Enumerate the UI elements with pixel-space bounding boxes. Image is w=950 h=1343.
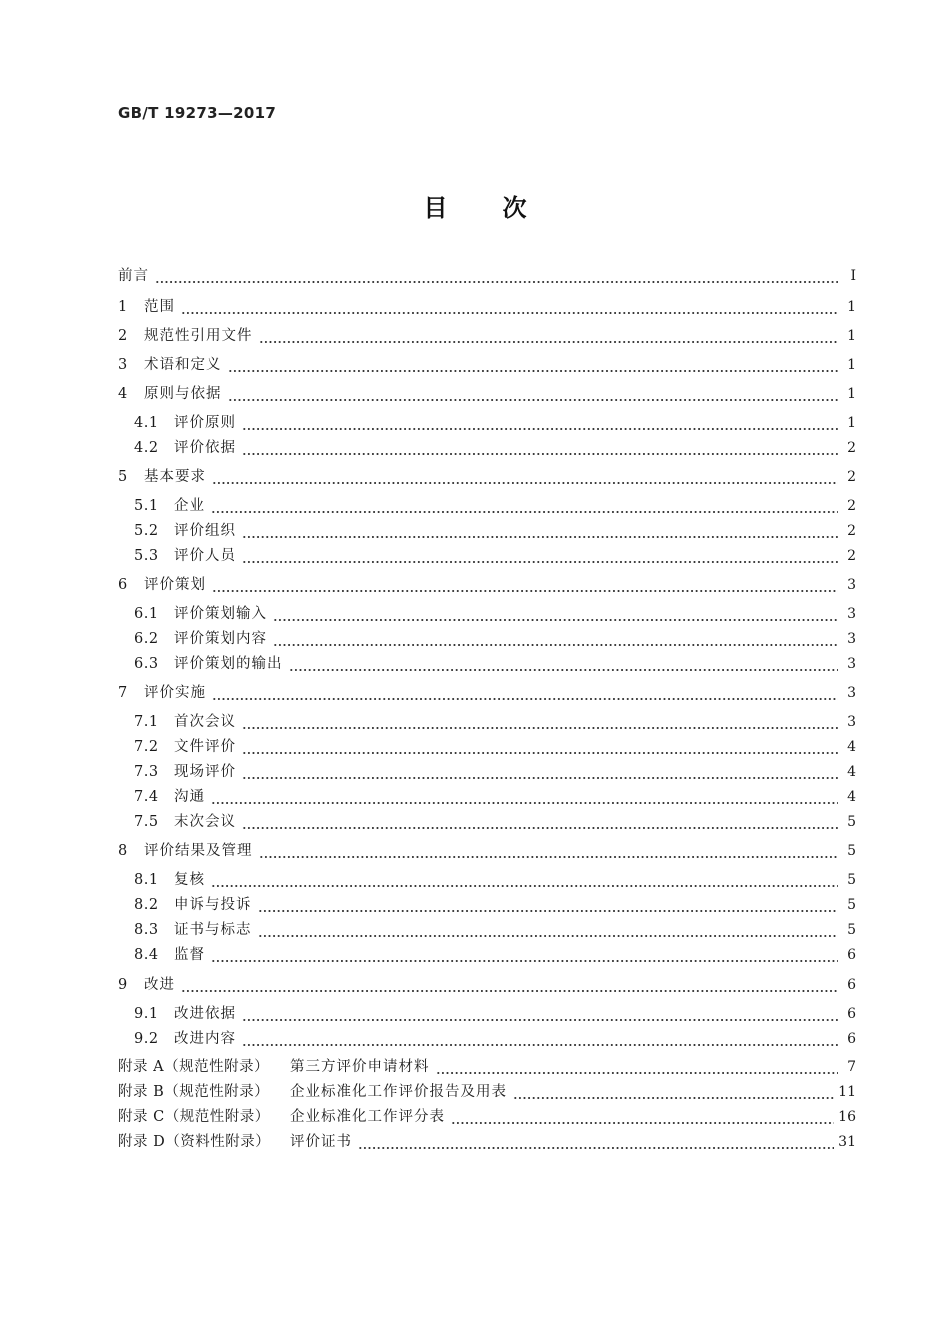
toc-entry-number: 8 bbox=[118, 843, 128, 859]
toc-entry-number: 6.3 bbox=[134, 656, 159, 672]
annex-page: 11 bbox=[838, 1084, 856, 1100]
dot-leader bbox=[242, 711, 838, 733]
title-char-2: 次 bbox=[502, 194, 527, 222]
toc-entry[interactable] bbox=[118, 974, 856, 996]
toc-entry-number: 7.5 bbox=[134, 814, 159, 830]
toc-entry-label: 评价策划 bbox=[144, 577, 206, 593]
toc-entry-number: 9.2 bbox=[134, 1031, 159, 1047]
toc-entry-number: 6.1 bbox=[134, 606, 159, 622]
toc-entry-label: 证书与标志 bbox=[174, 922, 252, 938]
toc-entry[interactable] bbox=[134, 437, 856, 459]
toc-entry[interactable] bbox=[118, 383, 856, 405]
toc-entry-number: 4.2 bbox=[134, 440, 159, 456]
toc-entry-number: 7.2 bbox=[134, 739, 159, 755]
toc-entry[interactable] bbox=[134, 811, 856, 833]
toc-entry-page: 2 bbox=[847, 469, 856, 485]
toc-annex-a[interactable] bbox=[118, 1056, 856, 1078]
dot-leader bbox=[451, 1106, 834, 1128]
toc-entry[interactable] bbox=[134, 520, 856, 542]
toc-entry-page: 1 bbox=[847, 299, 856, 315]
annex-page: 16 bbox=[838, 1109, 856, 1125]
toc-entry-label: 评价结果及管理 bbox=[144, 843, 253, 859]
toc-entry[interactable] bbox=[134, 736, 856, 758]
toc-entry-label: 复核 bbox=[174, 872, 205, 888]
dot-leader bbox=[258, 919, 839, 941]
toc-entry-page: 1 bbox=[847, 386, 856, 402]
dot-leader bbox=[242, 811, 838, 833]
toc-entry-label: 评价人员 bbox=[174, 548, 236, 564]
toc-entry-number: 9.1 bbox=[134, 1006, 159, 1022]
dot-leader bbox=[242, 545, 838, 567]
toc-entry[interactable] bbox=[134, 545, 856, 567]
dot-leader bbox=[358, 1131, 834, 1153]
toc-entry-page: 3 bbox=[847, 656, 856, 672]
toc-entry-label: 术语和定义 bbox=[144, 357, 222, 373]
toc-entry-label: 范围 bbox=[144, 299, 175, 315]
toc-entry-label: 评价策划的输出 bbox=[174, 656, 283, 672]
standard-code: GB/T 19273—2017 bbox=[118, 104, 277, 122]
toc-entry-page: 5 bbox=[847, 922, 856, 938]
dot-leader bbox=[258, 894, 839, 916]
toc-entry[interactable] bbox=[134, 894, 856, 916]
dot-leader bbox=[259, 840, 839, 862]
toc-entry-number: 8.4 bbox=[134, 947, 159, 963]
toc-entry-label: 评价实施 bbox=[144, 685, 206, 701]
toc-entry-number: 2 bbox=[118, 328, 128, 344]
toc-entry[interactable] bbox=[118, 354, 856, 376]
annex-label: 评价证书 bbox=[290, 1134, 352, 1150]
toc-entry-page: 3 bbox=[847, 606, 856, 622]
toc-entry-number: 5.1 bbox=[134, 498, 159, 514]
toc-entry-page: 1 bbox=[847, 328, 856, 344]
toc-entry[interactable] bbox=[134, 786, 856, 808]
toc-entry-label: 评价组织 bbox=[174, 523, 236, 539]
toc-entry-label: 文件评价 bbox=[174, 739, 236, 755]
toc-annex-b[interactable] bbox=[118, 1081, 856, 1103]
dot-leader bbox=[273, 603, 838, 625]
toc-entry-page: 6 bbox=[847, 947, 856, 963]
toc-entry-page: 1 bbox=[847, 415, 856, 431]
dot-leader bbox=[242, 1028, 838, 1050]
annex-label: 企业标准化工作评分表 bbox=[290, 1109, 445, 1125]
toc-entry-page: Ⅰ bbox=[850, 268, 856, 284]
toc-entry[interactable] bbox=[134, 603, 856, 625]
annex-page: 7 bbox=[847, 1059, 856, 1075]
toc-entry-label: 首次会议 bbox=[174, 714, 236, 730]
toc-entry[interactable] bbox=[118, 840, 856, 862]
toc-entry[interactable] bbox=[134, 869, 856, 891]
dot-leader bbox=[436, 1056, 839, 1078]
dot-leader bbox=[211, 786, 838, 808]
dot-leader bbox=[181, 296, 838, 318]
toc-entry-page: 5 bbox=[847, 872, 856, 888]
dot-leader bbox=[212, 466, 838, 488]
title-char-1: 目 bbox=[423, 194, 448, 222]
toc-entry-number: 8.3 bbox=[134, 922, 159, 938]
toc-entry-page: 3 bbox=[847, 685, 856, 701]
toc-entry-label: 基本要求 bbox=[144, 469, 206, 485]
toc-entry-page: 6 bbox=[847, 1006, 856, 1022]
toc-entry[interactable] bbox=[118, 574, 856, 596]
toc-entry-label: 规范性引用文件 bbox=[144, 328, 253, 344]
dot-leader bbox=[212, 682, 838, 704]
toc-entry-page: 2 bbox=[847, 523, 856, 539]
toc-entry-label: 末次会议 bbox=[174, 814, 236, 830]
toc-entry-number: 7.1 bbox=[134, 714, 159, 730]
toc-entry-label: 改进依据 bbox=[174, 1006, 236, 1022]
toc-entry-label: 企业 bbox=[174, 498, 205, 514]
toc-entry-number: 8.2 bbox=[134, 897, 159, 913]
toc-annex-c[interactable] bbox=[118, 1106, 856, 1128]
toc-annex-d[interactable] bbox=[118, 1131, 856, 1153]
toc-entry-number: 4.1 bbox=[134, 415, 159, 431]
toc-entry-label: 评价依据 bbox=[174, 440, 236, 456]
annex-designation: 附录 C（规范性附录） bbox=[118, 1109, 270, 1125]
toc-entry-page: 3 bbox=[847, 577, 856, 593]
toc-entry-page: 4 bbox=[847, 764, 856, 780]
dot-leader bbox=[513, 1081, 834, 1103]
toc-entry-number: 5.2 bbox=[134, 523, 159, 539]
toc-entry[interactable] bbox=[134, 412, 856, 434]
dot-leader bbox=[273, 628, 838, 650]
toc-entry-page: 2 bbox=[847, 440, 856, 456]
toc-entry-number: 9 bbox=[118, 977, 128, 993]
toc-entry[interactable] bbox=[134, 711, 856, 733]
toc-entry-page: 6 bbox=[847, 977, 856, 993]
toc-entry-number: 7 bbox=[118, 685, 128, 701]
dot-leader bbox=[212, 574, 838, 596]
dot-leader bbox=[228, 383, 839, 405]
toc-entry-label: 前言 bbox=[118, 268, 149, 284]
toc-entry[interactable] bbox=[118, 296, 856, 318]
toc-entry-label: 监督 bbox=[174, 947, 205, 963]
dot-leader bbox=[289, 653, 839, 675]
toc-entry-label: 评价策划内容 bbox=[174, 631, 267, 647]
dot-leader bbox=[181, 974, 838, 996]
dot-leader bbox=[242, 412, 838, 434]
toc-entry[interactable] bbox=[118, 325, 856, 347]
toc-entry-page: 4 bbox=[847, 739, 856, 755]
dot-leader bbox=[242, 437, 838, 459]
dot-leader bbox=[211, 869, 838, 891]
page-title bbox=[0, 188, 950, 223]
toc-entry-page: 2 bbox=[847, 498, 856, 514]
toc-entry-number: 5 bbox=[118, 469, 128, 485]
toc-entry-page: 1 bbox=[847, 357, 856, 373]
toc-entry-page: 5 bbox=[847, 843, 856, 859]
toc-entry[interactable] bbox=[134, 1003, 856, 1025]
toc-entry-page: 3 bbox=[847, 714, 856, 730]
toc-entry-number: 7.3 bbox=[134, 764, 159, 780]
toc-entry-label: 评价原则 bbox=[174, 415, 236, 431]
toc-entry-number: 4 bbox=[118, 386, 128, 402]
dot-leader bbox=[211, 495, 838, 517]
toc-entry[interactable] bbox=[118, 466, 856, 488]
toc-entry-number: 7.4 bbox=[134, 789, 159, 805]
toc-entry-label: 沟通 bbox=[174, 789, 205, 805]
toc-entry[interactable] bbox=[134, 1028, 856, 1050]
toc-entry-page: 4 bbox=[847, 789, 856, 805]
annex-designation: 附录 A（规范性附录） bbox=[118, 1059, 270, 1075]
toc-entry[interactable] bbox=[134, 761, 856, 783]
toc-entry-number: 6.2 bbox=[134, 631, 159, 647]
annex-designation: 附录 D（资料性附录） bbox=[118, 1134, 271, 1150]
toc-entry[interactable] bbox=[134, 919, 856, 941]
toc-entry-label: 原则与依据 bbox=[144, 386, 222, 402]
dot-leader bbox=[242, 520, 838, 542]
annex-label: 企业标准化工作评价报告及用表 bbox=[290, 1084, 507, 1100]
toc-entry-label: 现场评价 bbox=[174, 764, 236, 780]
toc-entry[interactable] bbox=[118, 682, 856, 704]
toc-entry-label: 改进内容 bbox=[174, 1031, 236, 1047]
toc-entry-page: 3 bbox=[847, 631, 856, 647]
annex-page: 31 bbox=[838, 1134, 856, 1150]
dot-leader bbox=[155, 265, 838, 287]
toc-entry-number: 5.3 bbox=[134, 548, 159, 564]
dot-leader bbox=[211, 944, 838, 966]
dot-leader bbox=[242, 761, 838, 783]
toc-entry-page: 5 bbox=[847, 814, 856, 830]
toc-entry-label: 评价策划输入 bbox=[174, 606, 267, 622]
toc-entry-number: 6 bbox=[118, 577, 128, 593]
toc-entry[interactable] bbox=[134, 944, 856, 966]
toc-entry-foreword[interactable] bbox=[118, 265, 856, 287]
toc-entry-label: 申诉与投诉 bbox=[174, 897, 252, 913]
dot-leader bbox=[259, 325, 839, 347]
toc-entry[interactable] bbox=[134, 495, 856, 517]
dot-leader bbox=[242, 736, 838, 758]
annex-designation: 附录 B（规范性附录） bbox=[118, 1084, 270, 1100]
toc-entry-label: 改进 bbox=[144, 977, 175, 993]
toc-entry-page: 6 bbox=[847, 1031, 856, 1047]
toc-entry-number: 3 bbox=[118, 357, 128, 373]
dot-leader bbox=[228, 354, 839, 376]
annex-label: 第三方评价申请材料 bbox=[290, 1059, 430, 1075]
toc-entry-page: 5 bbox=[847, 897, 856, 913]
toc-entry-page: 2 bbox=[847, 548, 856, 564]
toc-entry[interactable] bbox=[134, 653, 856, 675]
toc-entry[interactable] bbox=[134, 628, 856, 650]
toc-entry-number: 8.1 bbox=[134, 872, 159, 888]
toc-entry-number: 1 bbox=[118, 299, 128, 315]
dot-leader bbox=[242, 1003, 838, 1025]
